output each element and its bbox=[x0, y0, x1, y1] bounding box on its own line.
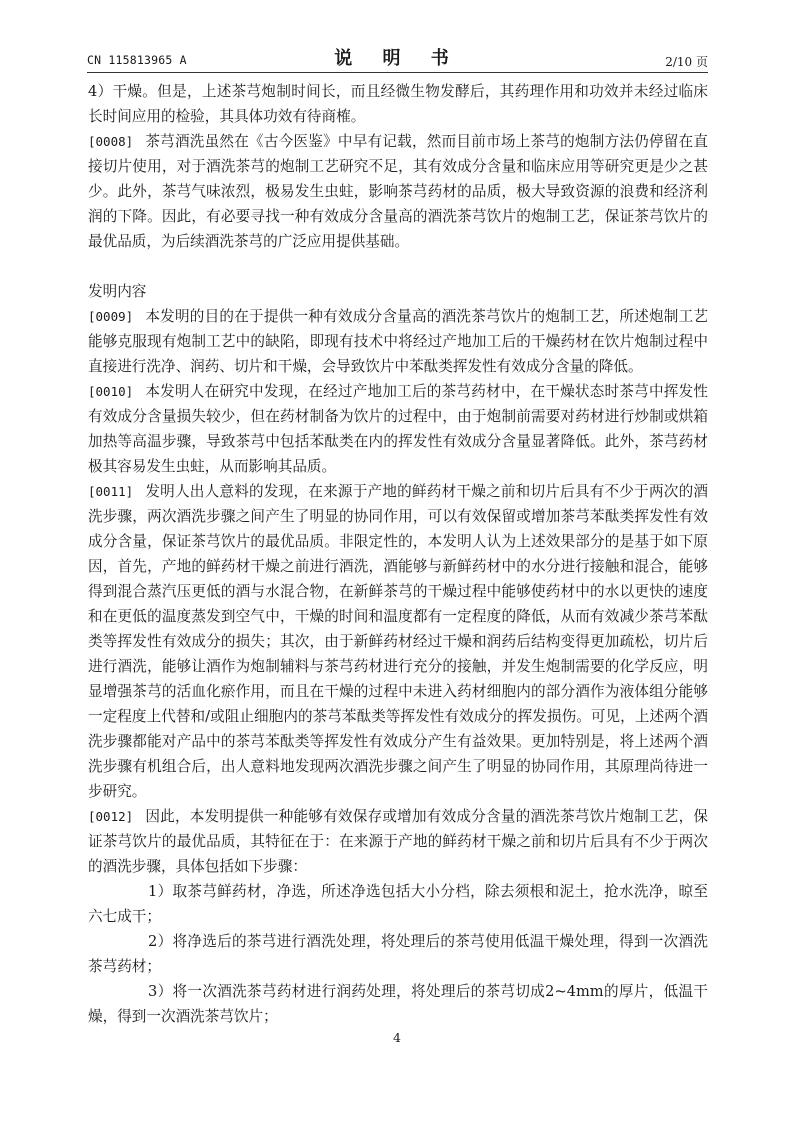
paragraph-0010 bbox=[88, 379, 708, 479]
paragraph-number: [0009] bbox=[88, 309, 134, 324]
step-3: 3）将一次酒洗茶芎药材进行润药处理，将处理后的茶芎切成2~4mm的厚片，低温干燥，得到一次酒洗茶芎饮片； bbox=[88, 983, 708, 1025]
paragraph-text: 因此，本发明提供一种能够有效保存或增加有效成分含量的酒洗茶芎饮片炮制工艺，保证茶芎饮片的最优品质，其特征在于：在来源于产地的鲜药材干燥之前和切片后具有不少于两次的酒洗步骤，具体包括如下步骤： bbox=[88, 808, 708, 875]
paragraph-text: 本发明的目的在于提供一种有效成分含量高的酒洗茶芎饮片的炮制工艺，所述炮制工艺能够克服现有炮制工艺中的缺陷，即现有技术中将经过产地加工后的干燥药材在饮片炮制过程中直接进行洗净、润药、切片和干燥，会导致饮片中苯酞类挥发性有效成分含量的降低。 bbox=[88, 308, 708, 375]
publication-number: CN 115813965 A bbox=[87, 53, 187, 67]
page-number: 4 bbox=[393, 1030, 401, 1045]
paragraph-text: 本发明人在研究中发现，在经过产地加工后的茶芎药材中，在干燥状态时茶芎中挥发性有效成分含量损失较少，但在药材制备为饮片的过程中，由于炮制前需要对药材进行炒制或烘箱加热等高温步骤，导致茶芎中包括苯酞类在内的挥发性有效成分含量显著降低。此外，茶芎药材极其容易发生虫蛀，从而影响其品质。 bbox=[88, 383, 708, 475]
header-rule bbox=[87, 72, 708, 73]
paragraph-0009 bbox=[88, 304, 708, 379]
document-title: 说 明 书 bbox=[334, 48, 461, 69]
paragraph-0012 bbox=[88, 804, 708, 879]
section-title: 发明内容 bbox=[88, 283, 147, 300]
paragraph-number: [0010] bbox=[88, 384, 134, 399]
paragraph-text: 发明人出人意料的发现，在来源于产地的鲜药材干燥之前和切片后具有不少于两次的酒洗步骤，两次酒洗步骤之间产生了明显的协同作用，可以有效保留或增加茶芎苯酞类挥发性有效成分含量，保证茶芎饮片的最优品质。非限定性的，本发明人认为上述效果部分的是基于如下原因，首先，产地的鲜药材干燥之前进行酒洗，酒能够与新鲜药材中的水分进行接触和混合，能够得到混合蒸汽压更低的酒与水混合物，在新鲜茶芎的干燥过程中能够使药材中的水以更快的速度和在更低的温度蒸发到空气中，干燥的时间和温度都有一定程度的降低，从而有效减少茶芎苯酞类等挥发性有效成分的损失；其次，由于新鲜药材经过干燥和润药后结构变得更加疏松，切片后进行酒洗，能够让酒作为炮制辅料与茶芎药材进行充分的接触，并发生炮制需要的化学反应，明显增强茶芎的活血化瘀作用，而且在干燥的过程中未进入药材细胞内的部分酒作为液体组分能够一定程度上代替和/或阻止细胞内的茶芎苯酞类等挥发性有效成分的挥发损伤。可见，上述两个酒洗步骤都能对产品中的茶芎苯酞类等挥发性有效成分产生有益效果。更加特别是，将上述两个酒洗步骤有机组合后，出人意料地发现两次酒洗步骤之间产生了明显的协同作用，其原理尚待进一步研究。 bbox=[88, 483, 708, 800]
step-2: 2）将净选后的茶芎进行酒洗处理，将处理后的茶芎使用低温干燥处理，得到一次酒洗茶芎药材； bbox=[88, 933, 708, 975]
paragraph-0008 bbox=[88, 129, 708, 254]
paragraph-number: [0012] bbox=[88, 809, 134, 824]
page-header bbox=[87, 44, 708, 72]
paragraph-0011 bbox=[88, 479, 708, 804]
paragraph-continued: 4）干燥。但是，上述茶芎炮制时间长，而且经微生物发酵后，其药理作用和功效并未经过临床长时间应用的检验，其具体功效有待商榷。 bbox=[88, 83, 708, 125]
paragraph-number: [0008] bbox=[88, 134, 134, 149]
paragraph-text: 茶芎酒洗虽然在《古今医鉴》中早有记载，然而目前市场上茶芎的炮制方法仍停留在直接切片使用，对于酒洗茶芎的炮制工艺研究不足，其有效成分含量和临床应用等研究更是少之甚少。此外，茶芎气味浓烈，极易发生虫蛀，影响茶芎药材的品质，极大导致资源的浪费和经济利润的下降。因此，有必要寻找一种有效成分含量高的酒洗茶芎饮片的炮制工艺，保证茶芎饮片的最优品质，为后续酒洗茶芎的广泛应用提供基础。 bbox=[88, 133, 708, 250]
paragraph-number: [0011] bbox=[88, 484, 134, 499]
step-1: 1）取茶芎鲜药材，净选，所述净选包括大小分档，除去须根和泥土，抢水洗净，晾至六七成干； bbox=[88, 883, 708, 925]
document-body bbox=[88, 79, 708, 1029]
page-count: 2/10 页 bbox=[665, 55, 708, 69]
